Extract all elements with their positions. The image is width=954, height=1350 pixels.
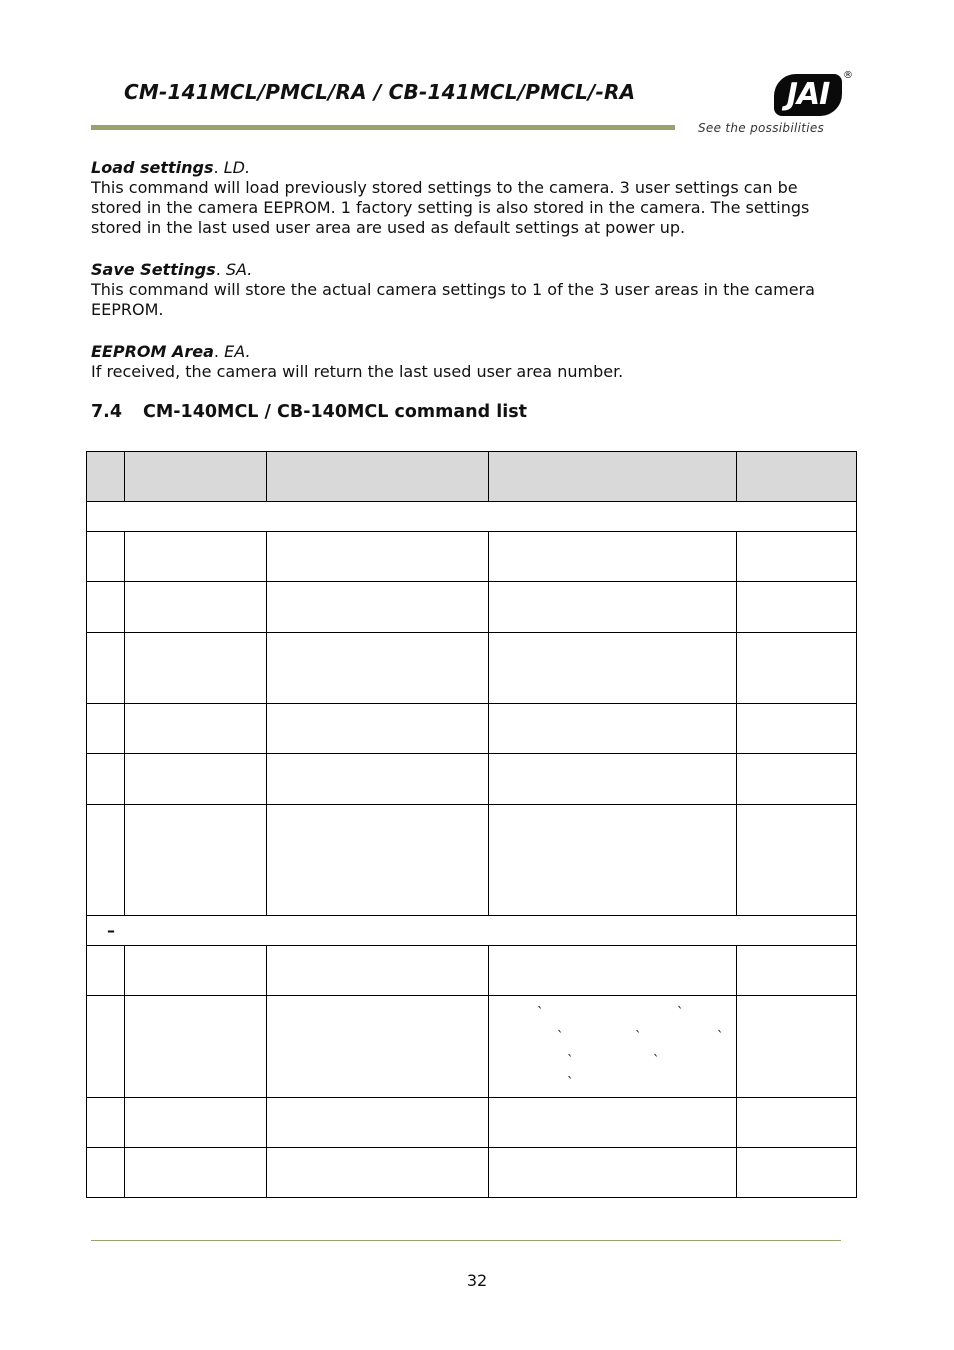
section-number: 7.4 [91,402,123,422]
load-settings-heading: Load settings [91,158,214,177]
group-dash: – [87,916,857,946]
save-settings-heading: Save Settings [91,260,216,279]
table-group-row [87,916,857,946]
section-title: CM-140MCL / CB-140MCL command list [143,402,528,422]
jai-logo [698,70,853,136]
save-settings-body: This command will store the actual camera settings to 1 of the 3 user areas in the camera EEPROM. [91,280,815,319]
logo-mark: JAI [774,74,842,116]
footer-rule [91,1240,841,1241]
load-settings-code: LD. [223,158,251,177]
table-row [87,532,857,582]
table-row [87,633,857,704]
eeprom-area-heading: EEPROM Area [91,342,214,361]
table-row [87,1098,857,1148]
table-row [87,996,857,1098]
table-row [87,1148,857,1198]
header-title: CM-141MCL/PMCL/RA / CB-141MCL/PMCL/-RA [124,80,636,104]
table-row [87,946,857,996]
eeprom-area-paragraph: EEPROM Area. EA. If received, the camera will return the last used user area number. [91,342,624,381]
section-heading [91,402,527,422]
logo-tagline: See the possibilities [698,121,825,135]
table-header-row [87,452,857,502]
tick-marks-cell: ` ` ` ` ` ` ` ` [489,996,737,1098]
page-number: 32 [466,1271,488,1290]
table-row [87,582,857,633]
registered-mark: ® [843,70,853,81]
table-row [87,704,857,754]
table-row [87,805,857,916]
eeprom-area-body: If received, the camera will return the last used user area number. [91,362,624,381]
eeprom-area-code: EA. [224,342,251,361]
save-settings-code: SA. [225,260,253,279]
command-table [86,451,857,1198]
load-settings-body: This command will load previously stored settings to the camera. 3 user settings can be stored in the camera EEPROM. 1 factory setting is also stored in the camera. The settings stored in the last used user area are used as default settings at power up. [91,178,810,237]
table-row [87,754,857,805]
header-rule [91,125,675,130]
load-settings-paragraph: Load settings. LD. This command will load previously stored settings to the camera. 3 user settings can be stored in the camera EEPROM. 1 factory setting is also stored in the camera. The settings stored in the last used user area are used as default settings at power up. [91,158,810,237]
table-group-row [87,502,857,532]
save-settings-paragraph: Save Settings. SA. This command will store the actual camera settings to 1 of the 3 user areas in the camera EEPROM. [91,260,815,319]
